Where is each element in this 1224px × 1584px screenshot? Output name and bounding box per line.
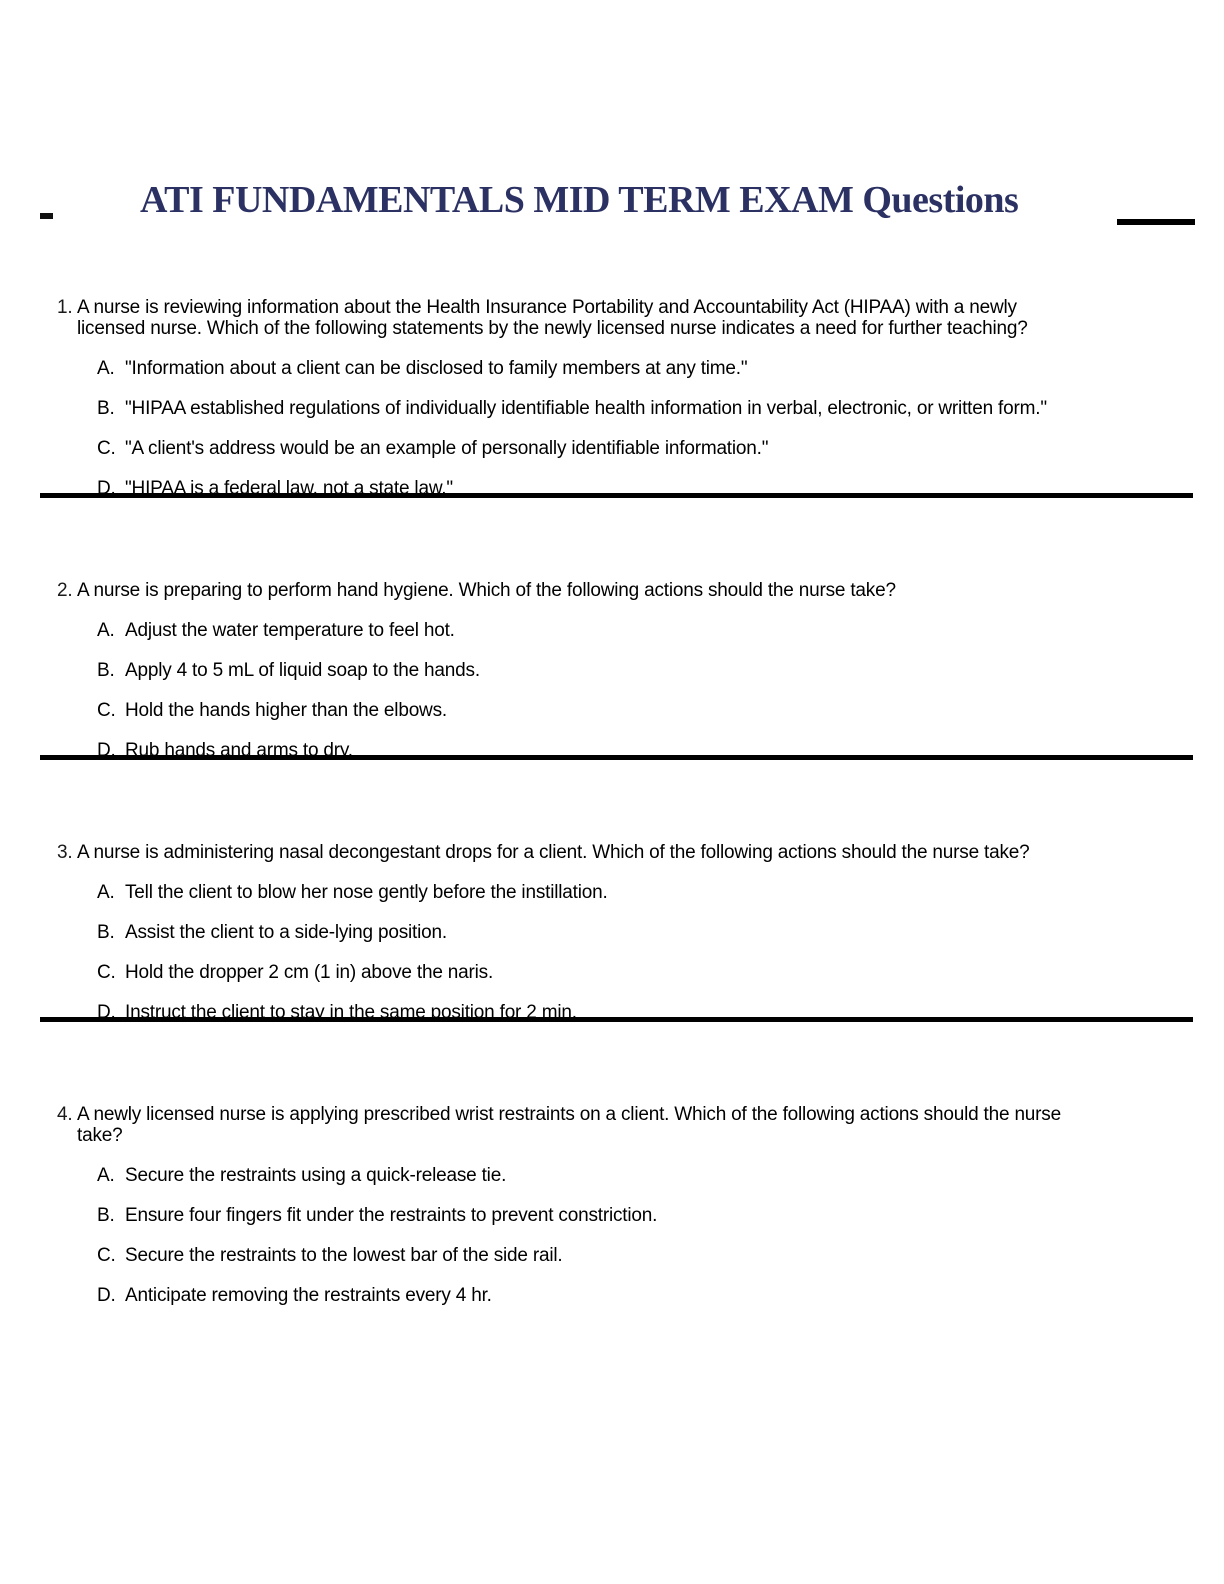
question-head <box>57 297 1207 339</box>
option <box>97 962 1207 983</box>
question-text: A nurse is preparing to perform hand hygiene. Which of the following actions should the nurse take? <box>77 580 896 601</box>
option-text: "HIPAA established regulations of individually identifiable health information in verbal, electronic, or written form." <box>125 398 1047 419</box>
question-head <box>57 842 1207 863</box>
option-text: Ensure four fingers fit under the restraints to prevent constriction. <box>125 1205 658 1226</box>
option <box>97 358 1207 379</box>
title-underline-mark <box>1117 219 1195 225</box>
option-text: Instruct the client to stay in the same position for 2 min. <box>125 1002 577 1023</box>
page-title: ATI FUNDAMENTALS MID TERM EXAM Questions <box>140 179 1019 221</box>
option-letter: D. <box>97 478 116 499</box>
option-text: Secure the restraints using a quick-release tie. <box>125 1165 507 1186</box>
question-text: A nurse is reviewing information about the Health Insurance Portability and Accountability Act (HIPAA) with a newly licensed nurse. Which of the following statements by the newly licensed nurse indicates a need for further teaching? <box>77 297 1028 339</box>
option-letter: C. <box>97 700 116 721</box>
option-letter: D. <box>97 1285 116 1306</box>
option-letter: A. <box>97 1165 115 1186</box>
option <box>97 1165 1207 1186</box>
option-text: Anticipate removing the restraints every 4 hr. <box>125 1285 492 1306</box>
option <box>97 1245 1207 1266</box>
option <box>97 882 1207 903</box>
question <box>57 842 1207 1022</box>
option <box>97 922 1207 943</box>
option-text: Rub hands and arms to dry. <box>125 740 353 761</box>
left-dash-mark <box>40 213 53 219</box>
question-number: 1. <box>57 297 73 318</box>
question <box>57 580 1207 760</box>
option-text: Tell the client to blow her nose gently before the instillation. <box>125 882 608 903</box>
option-letter: D. <box>97 740 116 761</box>
option <box>97 620 1207 641</box>
option-list <box>57 358 1207 499</box>
option-text: Hold the hands higher than the elbows. <box>125 700 447 721</box>
option-letter: B. <box>97 398 115 419</box>
option <box>97 700 1207 721</box>
document-header <box>0 0 1224 260</box>
option-text: Apply 4 to 5 mL of liquid soap to the hands. <box>125 660 480 681</box>
option-list <box>57 882 1207 1023</box>
option-text: "A client's address would be an example of personally identifiable information." <box>125 438 769 459</box>
option-letter: C. <box>97 962 116 983</box>
option-list <box>57 1165 1207 1306</box>
option-letter: B. <box>97 922 115 943</box>
option-letter: D. <box>97 1002 116 1023</box>
question-text: A nurse is administering nasal decongestant drops for a client. Which of the following actions should the nurse take? <box>77 842 1030 863</box>
option-text: Hold the dropper 2 cm (1 in) above the naris. <box>125 962 494 983</box>
question-text: A newly licensed nurse is applying prescribed wrist restraints on a client. Which of the following actions should the nurse take? <box>77 1104 1061 1146</box>
option-letter: C. <box>97 1245 116 1266</box>
question-head <box>57 580 1207 601</box>
question-head <box>57 1104 1207 1146</box>
option-letter: B. <box>97 660 115 681</box>
question-number: 4. <box>57 1104 73 1125</box>
option <box>97 1205 1207 1226</box>
option-text: Secure the restraints to the lowest bar of the side rail. <box>125 1245 563 1266</box>
option-text: "HIPAA is a federal law, not a state law." <box>125 478 453 499</box>
option-letter: C. <box>97 438 116 459</box>
option <box>97 398 1207 419</box>
option <box>97 1285 1207 1306</box>
option <box>97 438 1207 459</box>
question <box>57 1104 1207 1306</box>
option-list <box>57 620 1207 761</box>
option-letter: A. <box>97 358 115 379</box>
option-text: Assist the client to a side-lying position. <box>125 922 447 943</box>
option-letter: A. <box>97 882 115 903</box>
option-letter: A. <box>97 620 115 641</box>
option <box>97 660 1207 681</box>
question-number: 2. <box>57 580 73 601</box>
question-number: 3. <box>57 842 73 863</box>
option-text: "Information about a client can be disclosed to family members at any time." <box>125 358 748 379</box>
question-list <box>57 297 1207 1388</box>
option-text: Adjust the water temperature to feel hot. <box>125 620 455 641</box>
question <box>57 297 1207 498</box>
option-letter: B. <box>97 1205 115 1226</box>
